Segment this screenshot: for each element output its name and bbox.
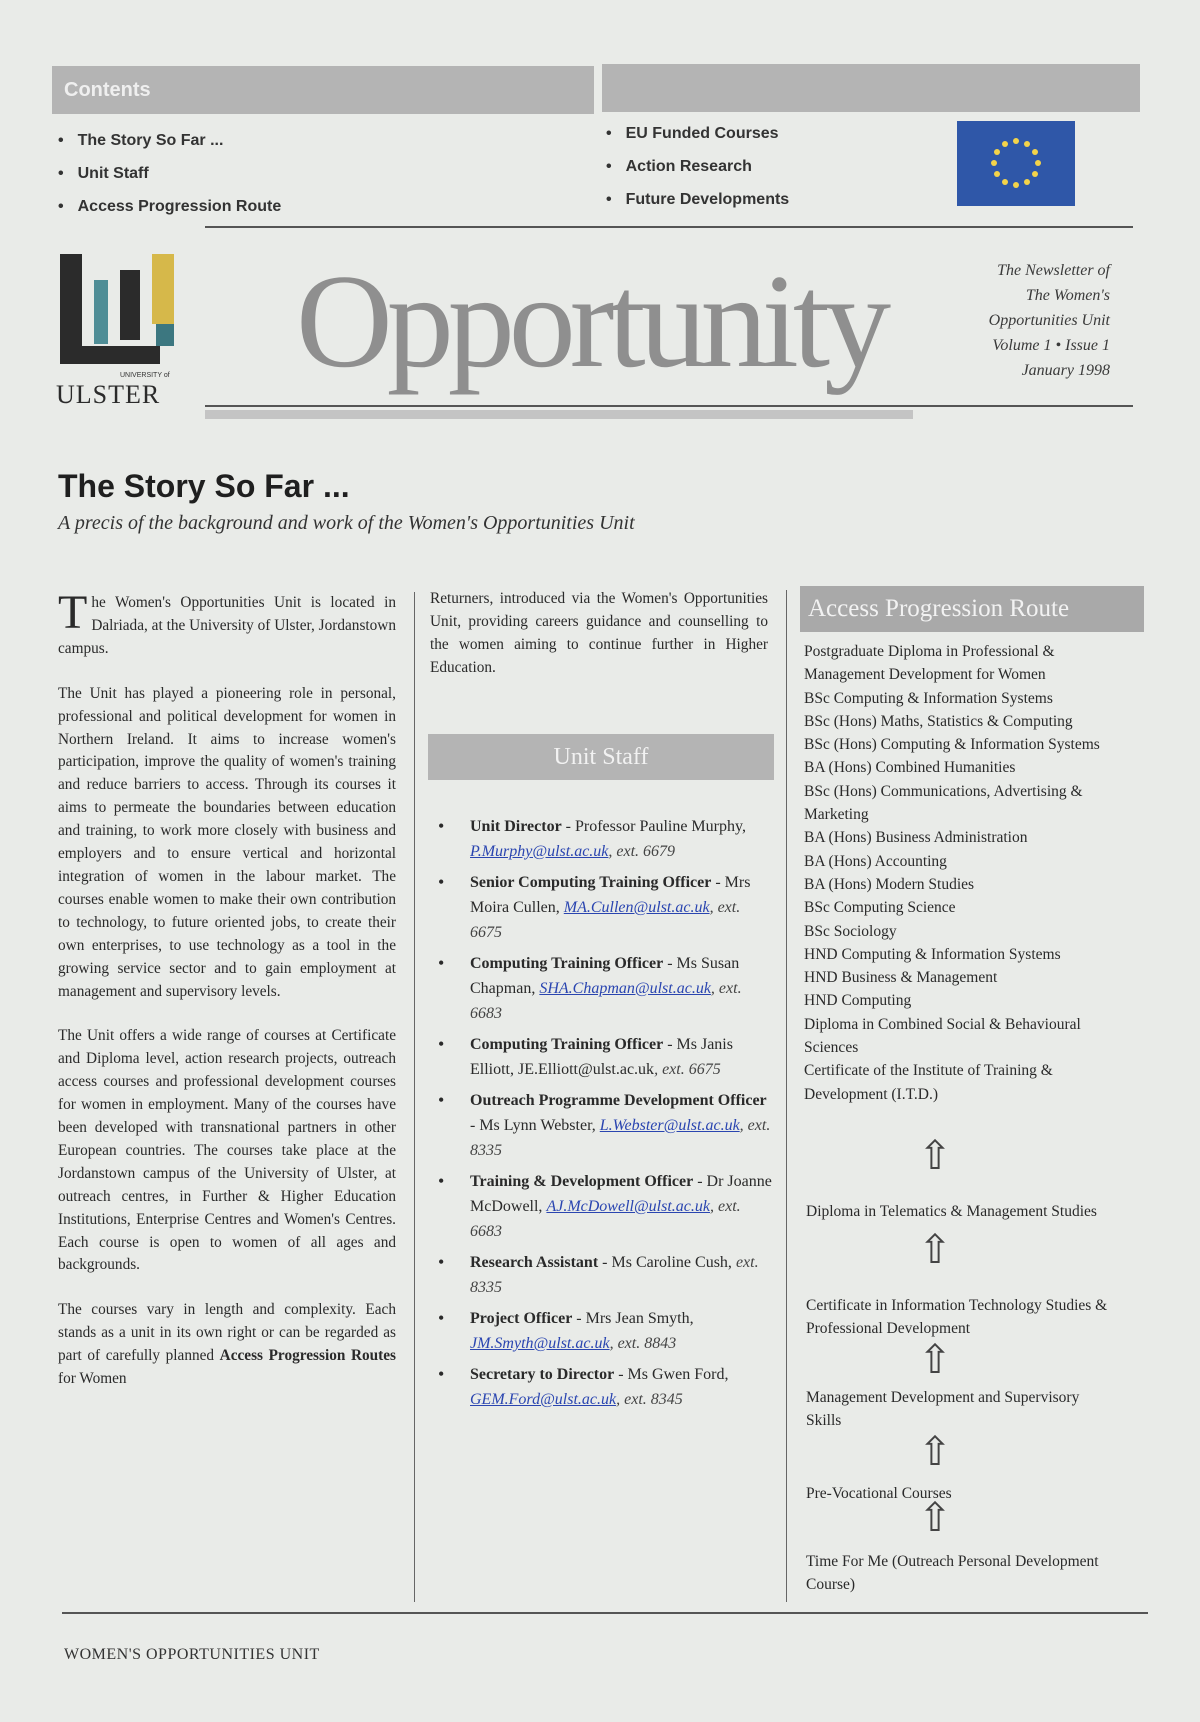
staff-email-link[interactable]: GEM.Ford@ulst.ac.uk bbox=[470, 1391, 617, 1408]
logo-small-text: UNIVERSITY of bbox=[120, 372, 170, 379]
course-item: BA (Hons) Combined Humanities bbox=[804, 759, 1016, 777]
course-item: BA (Hons) Modern Studies bbox=[804, 875, 975, 893]
volume-line: The Newsletter of bbox=[997, 262, 1110, 279]
staff-member bbox=[430, 1250, 774, 1300]
access-route-heading: Access Progression Route bbox=[800, 586, 1144, 632]
staff-ext: , ext. 8335 bbox=[470, 1117, 771, 1159]
staff-ext: , ext. 6683 bbox=[470, 1198, 741, 1240]
staff-person: - Ms Susan Chapman, bbox=[470, 955, 740, 997]
story-paragraph: The courses vary in length and complexity. Each stands as a unit in its own right or can be regarded as part of carefully planned bbox=[58, 1301, 396, 1365]
masthead-title: Opportunity bbox=[296, 247, 886, 395]
staff-member bbox=[430, 1362, 774, 1412]
course-item: BSc Computing Science bbox=[804, 899, 956, 917]
unit-staff-list bbox=[430, 814, 774, 1418]
contents-bar bbox=[52, 66, 594, 114]
staff-person: - Mrs Moira Cullen, bbox=[470, 874, 751, 916]
progression-step: Time For Me (Outreach Personal Development Course) bbox=[806, 1553, 1099, 1593]
contents-item[interactable]: • Future Developments bbox=[606, 183, 789, 216]
access-route-mention: Access Progression Routes bbox=[219, 1347, 396, 1365]
staff-role: Secretary to Director bbox=[470, 1366, 615, 1383]
staff-email: JE.Elliott@ulst.ac.uk bbox=[518, 1061, 655, 1078]
contents-item[interactable]: • Unit Staff bbox=[58, 157, 281, 190]
up-arrow-icon: ⇧ bbox=[918, 1133, 952, 1178]
up-arrow-icon: ⇧ bbox=[918, 1495, 952, 1540]
staff-person: - Ms Lynn Webster, bbox=[470, 1117, 600, 1134]
staff-ext: , ext. 8843 bbox=[609, 1335, 677, 1352]
staff-role: Training & Development Officer bbox=[470, 1173, 694, 1190]
story-paragraph: The Unit offers a wide range of courses at Certificate and Diploma level, action research projects, outreach access courses and professional development courses for women in employment. Many of the courses have been developed with transnational partners in other European countries. The courses take place at the Jordanstown campus of the University of Ulster, at outreach centres, in Further & Higher Education Institutions, Enterprise Centres and Women's Centres. Each course is open to women of all ages and backgrounds. bbox=[58, 1027, 396, 1274]
volume-line: January 1998 bbox=[1021, 362, 1110, 379]
staff-member bbox=[430, 1169, 774, 1244]
contents-item[interactable]: • The Story So Far ... bbox=[58, 124, 281, 157]
staff-person: - Professor Pauline Murphy, bbox=[561, 818, 746, 835]
volume-line: Volume 1 • Issue 1 bbox=[992, 337, 1110, 354]
contents-list-right bbox=[606, 117, 789, 216]
divider bbox=[205, 226, 1133, 228]
divider-shadow bbox=[205, 410, 913, 419]
unit-staff-heading: Unit Staff bbox=[428, 734, 774, 780]
course-item: HND Computing bbox=[804, 992, 912, 1010]
story-continuation: Returners, introduced via the Women's Opportunities Unit, providing careers guidance and counselling to the women aiming to continue further in Higher Education. bbox=[430, 590, 768, 676]
story-title: The Story So Far ... bbox=[58, 468, 350, 504]
university-logo bbox=[56, 250, 182, 408]
staff-ext: , ext. 6675 bbox=[470, 899, 741, 941]
story-paragraph: he Women's Opportunities Unit is located in Dalriada, at the University of Ulster, Jordanstown campus. bbox=[58, 594, 396, 657]
up-arrow-icon: ⇧ bbox=[918, 1227, 952, 1272]
staff-email-link[interactable]: JM.Smyth@ulst.ac.uk bbox=[470, 1335, 610, 1352]
staff-member bbox=[430, 1032, 774, 1082]
staff-ext: , ext. 6679 bbox=[608, 843, 676, 860]
contents-list-left bbox=[58, 124, 281, 223]
staff-ext: , ext. 6675 bbox=[654, 1061, 721, 1078]
staff-person: - Dr Joanne McDowell, bbox=[470, 1173, 772, 1215]
column-divider bbox=[414, 592, 415, 1602]
story-paragraph: The Unit has played a pioneering role in personal, professional and political development for women in Northern Ireland. It aims to increase women's participation, improve the quality of women's training and reduce barriers to access. Through its courses it aims to permeate the boundaries between education and training, to work more closely with business and employers and to ensure vertical and horizontal integration of women in the labour market. The courses enable women to make their own contribution to technology, to future oriented jobs, to create their own enterprises, to use technology as a tool in the growing service sector and to gain employment at management and supervisory levels. bbox=[58, 684, 396, 1000]
logo-name: ULSTER bbox=[56, 380, 161, 409]
contents-bar-right bbox=[602, 64, 1140, 112]
staff-member bbox=[430, 1088, 774, 1163]
staff-member bbox=[430, 870, 774, 945]
volume-line: Opportunities Unit bbox=[988, 312, 1110, 329]
staff-ext: , ext. 6683 bbox=[470, 980, 742, 1022]
staff-person: - Ms Caroline Cush, bbox=[598, 1254, 736, 1271]
dropcap: T bbox=[58, 586, 88, 639]
ulster-logo-icon bbox=[56, 250, 182, 378]
staff-member bbox=[430, 814, 774, 864]
contents-item[interactable]: • Action Research bbox=[606, 150, 789, 183]
footer-text: WOMEN'S OPPORTUNITIES UNIT bbox=[64, 1646, 320, 1663]
course-item: BA (Hons) Accounting bbox=[804, 852, 947, 870]
staff-role: Computing Training Officer bbox=[470, 1036, 664, 1053]
staff-person: - Ms Janis Elliott, bbox=[470, 1036, 733, 1078]
progression-step: Diploma in Telematics & Management Studies bbox=[806, 1203, 1097, 1220]
course-item: HND Computing & Information Systems bbox=[804, 945, 1061, 963]
staff-role: Outreach Programme Development Officer bbox=[470, 1092, 767, 1109]
story-subtitle: A precis of the background and work of the Women's Opportunities Unit bbox=[58, 512, 635, 534]
course-item: BSc Computing & Information Systems bbox=[804, 689, 1053, 707]
staff-role: Unit Director bbox=[470, 818, 562, 835]
story-column-1 bbox=[58, 586, 396, 1413]
story-paragraph-end: for Women bbox=[58, 1370, 127, 1388]
course-item: BSc (Hons) Maths, Statistics & Computing bbox=[804, 712, 1073, 730]
eu-flag-icon bbox=[957, 121, 1075, 206]
up-arrow-icon: ⇧ bbox=[918, 1337, 952, 1382]
progression-step: Pre-Vocational Courses bbox=[806, 1485, 952, 1502]
up-arrow-icon: ⇧ bbox=[918, 1429, 952, 1474]
footer-divider bbox=[62, 1612, 1148, 1614]
column-divider bbox=[786, 590, 787, 1602]
staff-person: - Mrs Jean Smyth, bbox=[572, 1310, 694, 1327]
staff-role: Project Officer bbox=[470, 1310, 573, 1327]
staff-role: Senior Computing Training Officer bbox=[470, 874, 712, 891]
staff-email-link[interactable]: AJ.McDowell@ulst.ac.uk bbox=[546, 1198, 710, 1215]
staff-role: Computing Training Officer bbox=[470, 955, 664, 972]
course-item: BA (Hons) Business Administration bbox=[804, 829, 1028, 847]
volume-info bbox=[930, 258, 1110, 383]
staff-role: Research Assistant bbox=[470, 1254, 599, 1271]
course-item: HND Business & Management bbox=[804, 969, 998, 987]
course-item: BSc Sociology bbox=[804, 922, 897, 940]
staff-email-link[interactable]: L.Webster@ulst.ac.uk bbox=[599, 1117, 740, 1134]
staff-ext: ext. 8335 bbox=[470, 1254, 759, 1296]
course-item: BSc (Hons) Computing & Information Systems bbox=[804, 736, 1100, 754]
course-list bbox=[804, 640, 1134, 1106]
progression-step: Management Development and Supervisory Skills bbox=[806, 1389, 1080, 1429]
contents-heading: Contents bbox=[64, 79, 151, 101]
staff-email-link[interactable]: P.Murphy@ulst.ac.uk bbox=[470, 843, 609, 860]
staff-email-link[interactable]: MA.Cullen@ulst.ac.uk bbox=[563, 899, 710, 916]
course-item: Postgraduate Diploma in Professional & Management Development for Women bbox=[804, 643, 1055, 684]
course-item: BSc (Hons) Communications, Advertising & Marketing bbox=[804, 782, 1083, 824]
contents-item[interactable]: • EU Funded Courses bbox=[606, 117, 789, 150]
story-column-2 bbox=[430, 588, 768, 680]
progression-step: Certificate in Information Technology Studies & Professional Development bbox=[806, 1297, 1108, 1337]
staff-ext: , ext. 8345 bbox=[616, 1391, 683, 1408]
staff-person: - Ms Gwen Ford, bbox=[614, 1366, 729, 1383]
staff-email-link[interactable]: SHA.Chapman@ulst.ac.uk bbox=[539, 980, 711, 997]
course-item: Diploma in Combined Social & Behavioural Sciences bbox=[804, 1015, 1081, 1057]
course-item: Certificate of the Institute of Training & Development (I.T.D.) bbox=[804, 1062, 1053, 1103]
staff-member bbox=[430, 951, 774, 1026]
divider bbox=[205, 405, 1133, 407]
contents-item[interactable]: • Access Progression Route bbox=[58, 190, 281, 223]
volume-line: The Women's bbox=[1025, 287, 1110, 304]
staff-member bbox=[430, 1306, 774, 1356]
